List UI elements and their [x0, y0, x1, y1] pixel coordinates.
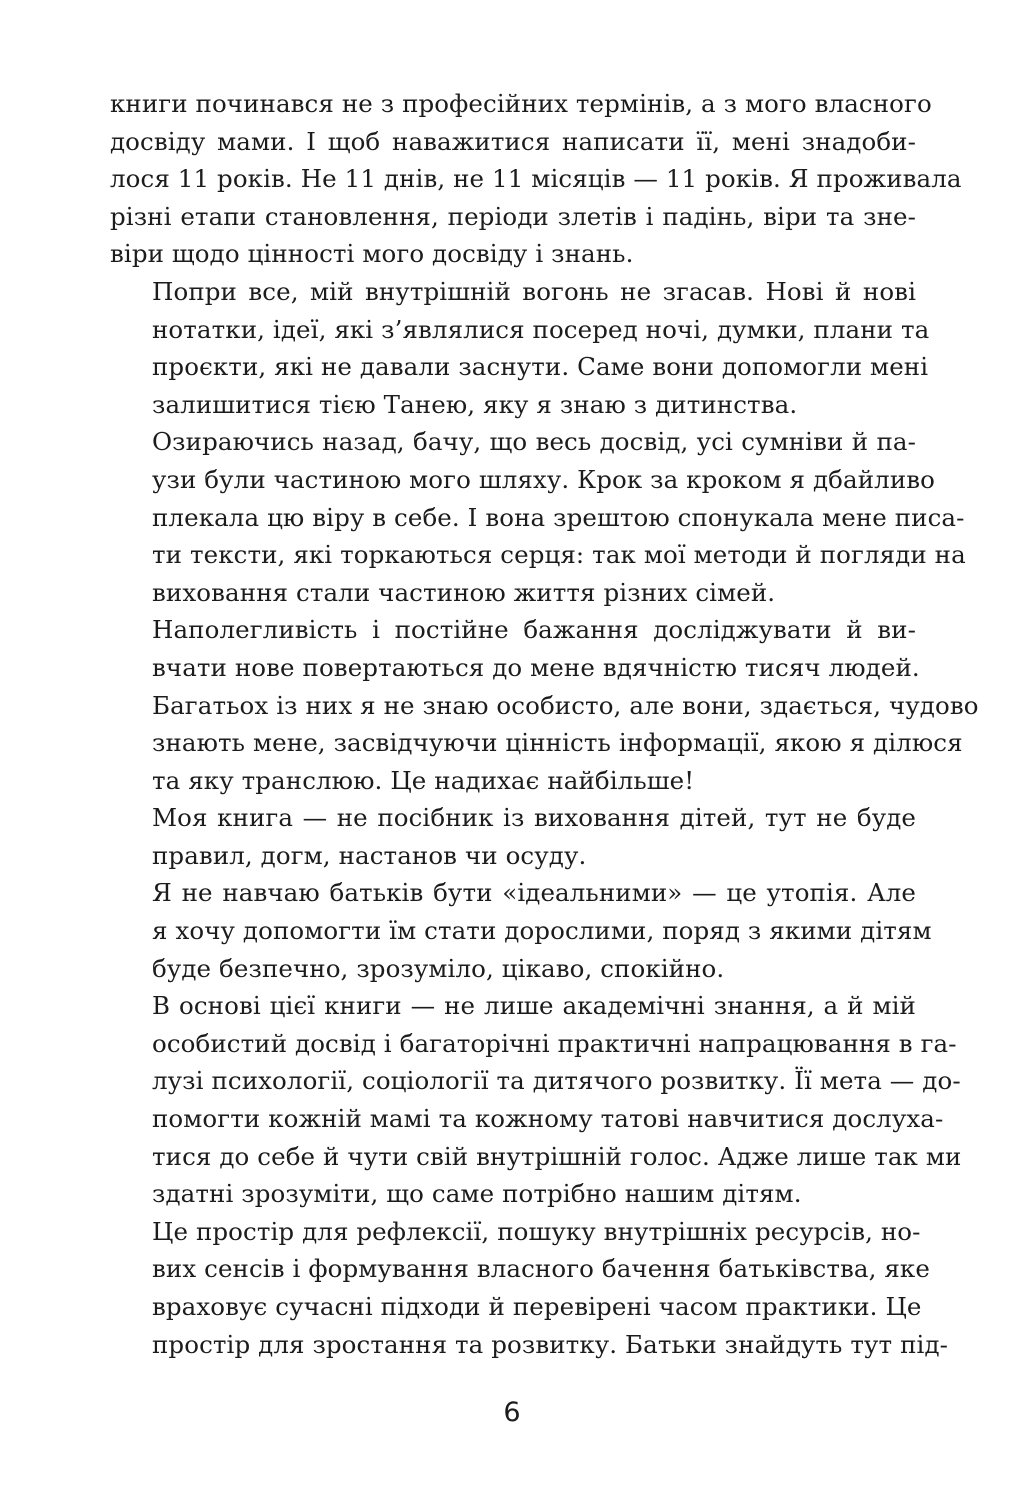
paragraph-7 [110, 987, 962, 1213]
paragraph-3 [110, 423, 966, 611]
text-line: Попри все, мій внутрішній вогонь не згасав. Нові й нові [152, 276, 916, 306]
text-line: я хочу допомогти їм стати дорослими, поряд з якими дітям [152, 916, 932, 946]
text-line: проєкти, які не давали заснути. Саме вони допомогли мені [152, 352, 929, 382]
text-line: виховання стали частиною життя різних сімей. [152, 577, 776, 607]
text-line: особистий досвід і багаторічні практичні напрацювання в га- [152, 1028, 957, 1058]
text-line: Це простір для рефлексії, пошуку внутрішніх ресурсів, но- [152, 1216, 921, 1246]
paragraph-4 [110, 611, 979, 799]
text-line: лузі психології, соціології та дитячого розвитку. Її мета — до- [152, 1066, 961, 1096]
paragraph-8 [110, 1213, 949, 1363]
text-line: враховує сучасні підходи й перевірені часом практики. Це [152, 1292, 922, 1321]
text-line: лося 11 років. Не 11 днів, не 11 місяців — 11 років. Я проживала [110, 164, 962, 194]
text-line: книги починався не з професійних термінів, а з мого власного [110, 89, 932, 118]
paragraph-6 [110, 874, 932, 987]
page-number: 6 [503, 1397, 521, 1428]
paragraph-1 [110, 85, 962, 273]
text-line: різні етапи становлення, періоди злетів і падінь, віри та зне- [110, 201, 916, 231]
text-line: Багатьох із них я не знаю особисто, але вони, здається, чудово [152, 690, 979, 720]
text-line: та яку транслюю. Це надихає найбільше! [152, 765, 695, 795]
text-line: В основі цієї книги — не лише академічні знання, а й мій [152, 991, 916, 1021]
text-line: Моя книга — не посібник із виховання дітей, тут не буде [152, 803, 916, 833]
text-line: ти тексти, які торкаються серця: так мої методи й погляди на [152, 540, 966, 570]
text-line: здатні зрозуміти, що саме потрібно нашим дітям. [152, 1179, 802, 1209]
text-line: знають мене, засвідчуючи цінність інформації, якою я ділюся [152, 728, 963, 758]
text-line: Я не навчаю батьків бути «ідеальними» — це утопія. Але [152, 878, 916, 908]
book-page-body [110, 85, 979, 1363]
text-line: досвіду мами. І щоб наважитися написати її, мені знадоби- [110, 126, 916, 156]
text-line: віри щодо цінності мого досвіду і знань. [110, 239, 634, 269]
text-line: узи були частиною мого шляху. Крок за кроком я дбайливо [152, 464, 935, 494]
text-line: вчати нове повертаються до мене вдячністю тисяч людей. [152, 652, 920, 682]
paragraph-5 [110, 799, 916, 874]
text-line: вих сенсів і формування власного бачення батьківства, яке [152, 1254, 930, 1284]
text-line: помогти кожній мамі та кожному татові навчитися дослуха- [152, 1104, 944, 1134]
text-line: простір для зростання та розвитку. Батьки знайдуть тут під- [152, 1329, 949, 1359]
text-line: Наполегливість і постійне бажання досліджувати й ви- [152, 615, 916, 645]
text-line: правил, догм, настанов чи осуду. [152, 840, 587, 870]
paragraph-2 [110, 273, 930, 423]
text-line: залишитися тією Танею, яку я знаю з дитинства. [152, 389, 798, 419]
text-line: нотатки, ідеї, які з’являлися посеред ночі, думки, плани та [152, 314, 930, 344]
text-line: плекала цю віру в себе. І вона зрештою спонукала мене писа- [152, 502, 965, 532]
text-line: Озираючись назад, бачу, що весь досвід, усі сумніви й па- [152, 427, 916, 457]
text-line: тися до себе й чути свій внутрішній голос. Адже лише так ми [152, 1141, 962, 1171]
text-line: буде безпечно, зрозуміло, цікаво, спокійно. [152, 953, 725, 983]
